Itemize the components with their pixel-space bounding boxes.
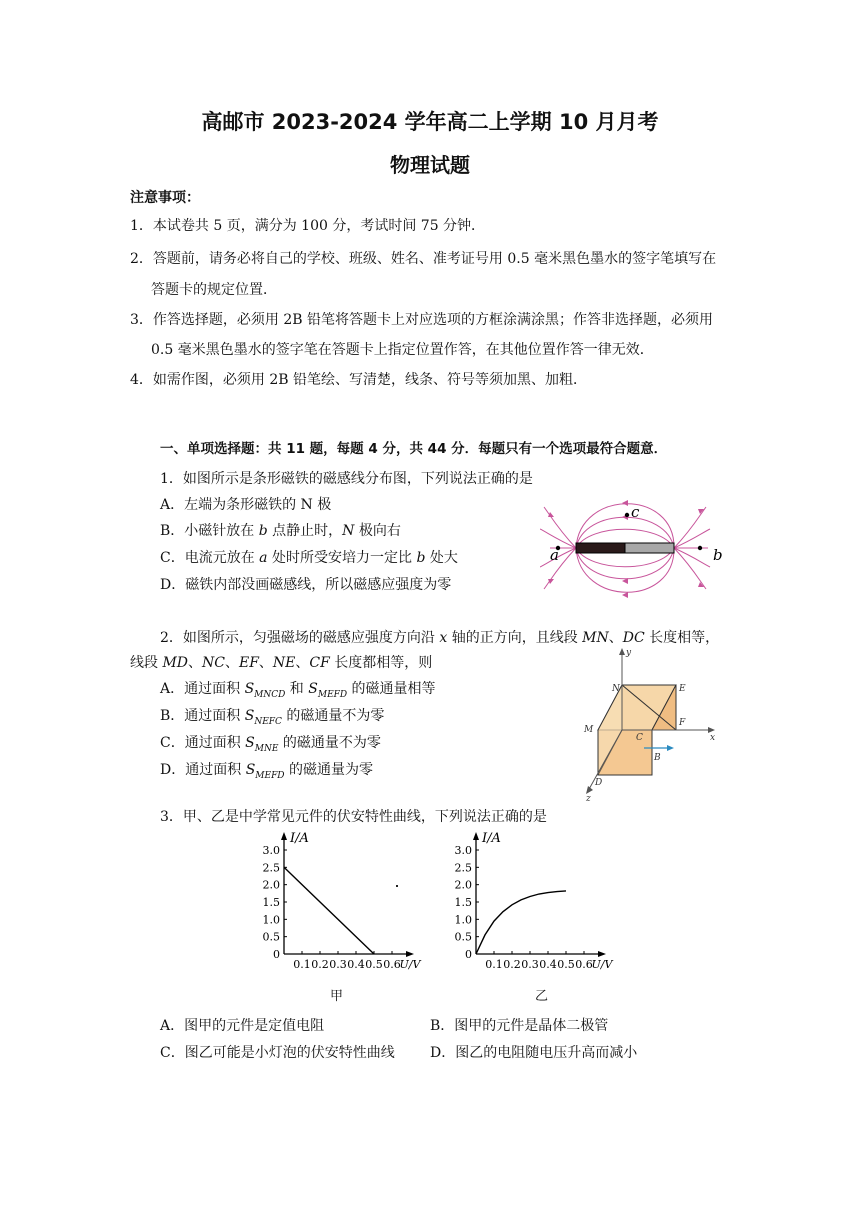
x-tick-label: 0.3	[329, 958, 347, 971]
q1-stem: 1．如图所示是条形磁铁的磁感线分布图，下列说法正确的是	[160, 471, 533, 487]
series-line	[284, 867, 374, 954]
y-tick-label: 2.0	[262, 878, 280, 892]
x-tick-label: 0.1	[293, 958, 311, 971]
page-subtitle: 物理试题	[390, 153, 470, 177]
x-tick-label: 0.1	[485, 958, 503, 971]
vertex-n-label: N	[612, 684, 620, 694]
q3-stem: 3．甲、乙是中学常见元件的伏安特性曲线，下列说法正确的是	[160, 809, 547, 825]
y-axis-arrow	[281, 832, 287, 840]
vertex-f-label: F	[679, 718, 686, 728]
q3-option-a: A．图甲的元件是定值电阻	[160, 1018, 325, 1034]
axis-y-label: y	[626, 648, 632, 658]
vertex-e-label: E	[679, 684, 686, 694]
y-tick-label: 0.5	[454, 930, 472, 944]
y-tick-label: 1.5	[454, 896, 472, 909]
y-tick-label: 0	[273, 948, 280, 961]
x-tick-label: 0.5	[557, 958, 575, 971]
y-tick-label: 2.5	[454, 861, 472, 875]
q2-option-d: D．通过面积 $S_{MEFD}$ 的磁通量为零	[160, 762, 373, 781]
q3-option-d: D．图乙的电阻随电压升高而减小	[430, 1045, 638, 1061]
q3-option-c: C．图乙可能是小灯泡的伏安特性曲线	[160, 1045, 395, 1061]
y-tick-label: 0.5	[262, 930, 280, 944]
x-tick-label: 0.4	[347, 958, 365, 971]
x-tick-label: 0.3	[521, 958, 539, 971]
graph-yi	[444, 832, 624, 972]
x-tick-label: 0.6	[575, 958, 593, 971]
y-tick-label: 3.0	[262, 844, 280, 857]
x-tick-label: 0.5	[365, 958, 383, 971]
x-axis-arrow	[406, 951, 414, 957]
page-title: 高邮市 2023-2024 学年高二上学期 10 月月考	[201, 110, 659, 134]
point-b-label: b	[713, 546, 723, 564]
axis-z-label: z	[586, 794, 591, 804]
y-axis-label: I/A	[290, 832, 309, 846]
graph-jia	[252, 832, 432, 972]
vertex-c-label: C	[636, 733, 643, 743]
notice-item: 0.5 毫米黑色墨水的签字笔在答题卡上指定位置作答，在其他位置作答一律无效．	[151, 342, 654, 358]
notice-item: 2．答题前，请务必将自己的学校、班级、姓名、准考证号用 0.5 毫米黑色墨水的签字笔填写在	[130, 251, 717, 267]
y-tick-label: 1.0	[262, 913, 280, 927]
q1-option-c: C．电流元放在 a 处时所受安培力一定比 b 处大	[160, 550, 458, 566]
graph-jia-caption: 甲	[330, 989, 344, 1004]
x-tick-label: 0.4	[539, 958, 557, 971]
bar-magnet-figure	[540, 497, 730, 605]
point-c-label: c	[631, 503, 640, 521]
q3-option-b: B．图甲的元件是晶体二极管	[430, 1018, 609, 1034]
series-line	[476, 891, 566, 954]
y-tick-label: 3.0	[454, 844, 472, 857]
q1-option-b: B．小磁针放在 b 点静止时，N 极向右	[160, 523, 401, 539]
notice-item: 1．本试卷共 5 页，满分为 100 分，考试时间 75 分钟．	[130, 218, 486, 234]
vertex-d-label: D	[595, 778, 603, 788]
vertex-m-label: M	[584, 725, 594, 735]
x-tick-label: 0.2	[503, 958, 521, 971]
x-axis-label: U/V	[399, 958, 421, 971]
notice-heading: 注意事项：	[130, 190, 200, 206]
notice-item: 4．如需作图，必须用 2B 铅笔绘、写清楚，线条、符号等须加黑、加粗．	[130, 372, 588, 388]
x-axis-label: U/V	[591, 958, 613, 971]
q1-option-d: D．磁铁内部没画磁感线，所以磁感应强度为零	[160, 577, 452, 593]
magnet-dark-half	[576, 543, 625, 553]
magnet-light-half	[625, 543, 674, 553]
y-tick-label: 2.5	[262, 861, 280, 875]
q1-option-a: A．左端为条形磁铁的 N 极	[160, 497, 332, 513]
notice-item: 答题卡的规定位置．	[151, 282, 277, 298]
y-tick-label: 1.0	[454, 913, 472, 927]
y-axis-label: I/A	[482, 832, 501, 846]
x-tick-label: 0.6	[383, 958, 401, 971]
x-tick-label: 0.2	[311, 958, 329, 971]
x-axis-arrow	[598, 951, 606, 957]
q2-option-b: B．通过面积 $S_{NEFC}$ 的磁通量不为零	[160, 708, 385, 727]
b-field-label: B	[654, 753, 661, 763]
point-a-label: a	[550, 546, 559, 564]
y-tick-label: 1.5	[262, 896, 280, 909]
section-heading: 一、单项选择题：共 11 题，每题 4 分，共 44 分．每题只有一个选项最符合题意．	[160, 441, 668, 457]
q2-option-a: A．通过面积 $S_{MNCD}$ 和 $S_{MEFD}$ 的磁通量相等	[160, 681, 436, 700]
q2-option-c: C．通过面积 $S_{MNE}$ 的磁通量不为零	[160, 735, 381, 754]
q2-stem-line1: 2．如图所示，匀强磁场的磁感应强度方向沿 x 轴的正方向，且线段 MN、DC 长度相等，	[160, 630, 720, 646]
stray-dot	[396, 885, 398, 887]
notice-item: 3．作答选择题，必须用 2B 铅笔将答题卡上对应选项的方框涂满涂黑；作答非选择题，必须用	[130, 312, 714, 328]
axis-x-label: x	[710, 733, 716, 743]
y-tick-label: 0	[465, 948, 472, 961]
prism-figure	[578, 645, 728, 805]
y-tick-label: 2.0	[454, 878, 472, 892]
y-axis-arrow	[473, 832, 479, 840]
graph-yi-caption: 乙	[535, 989, 549, 1004]
q2-stem-line2: 线段 MD、NC、EF、NE、CF 长度都相等，则	[130, 655, 433, 671]
